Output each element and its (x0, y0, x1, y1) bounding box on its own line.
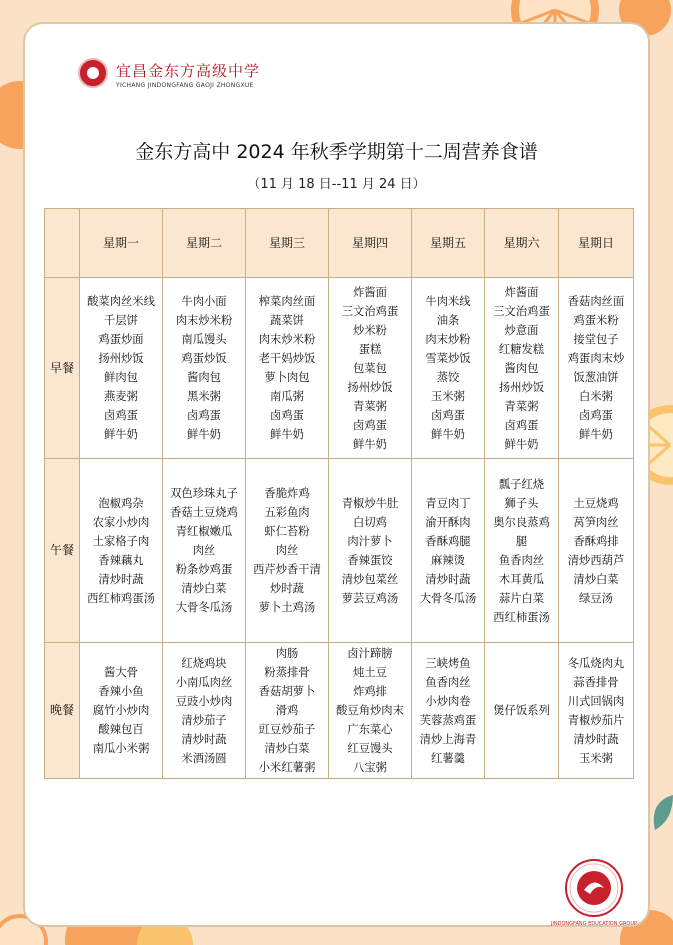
dish-item: 红豆馒头 (347, 742, 393, 755)
dish-item: 肉丝 (192, 544, 216, 557)
dish-item: 雪菜炒饭 (425, 352, 471, 365)
dish-item: 酱肉包 (187, 371, 221, 384)
dish-item: 炸酱面 (353, 285, 387, 299)
dish-item: 香菇胡萝卜 (258, 685, 316, 698)
dish-item: 清炒上海青 (419, 732, 477, 746)
dish-item: 鲜牛奶 (353, 437, 387, 451)
menu-cell (559, 459, 634, 643)
dish-item: 鸡蛋米粉 (573, 314, 619, 327)
menu-cell (246, 643, 329, 779)
dish-item: 香菇肉丝面 (567, 295, 625, 308)
dish-item: 虾仁苔粉 (264, 525, 310, 538)
dish-item: 大骨冬瓜汤 (175, 601, 233, 614)
dish-item: 西芹炒香干清 (253, 563, 321, 576)
dish-item: 炸酱面 (504, 285, 539, 299)
dish-item: 卤鸡蛋 (579, 409, 613, 422)
dish-item: 青椒炒牛肚 (341, 496, 399, 510)
meal-row (45, 459, 634, 643)
day-header: 星期三 (246, 209, 329, 278)
dish-item: 蛋糕 (358, 342, 382, 356)
dish-item: 油条 (436, 314, 460, 327)
dish-item: 豆豉小炒肉 (175, 694, 233, 708)
dish-item: 青豆肉丁 (425, 496, 471, 510)
dish-item: 三文治鸡蛋 (341, 304, 399, 318)
dish-item: 清炒时蔬 (181, 732, 227, 746)
dish-item: 牛肉小面 (181, 295, 227, 308)
dish-item: 酸菜肉丝米线 (87, 295, 155, 308)
dish-item: 卤鸡蛋 (353, 418, 387, 432)
meal-label: 早餐 (45, 278, 80, 459)
dish-item: 肉丝 (275, 544, 299, 557)
menu-cell (329, 278, 412, 459)
dish-item: 鲜牛奶 (270, 428, 304, 441)
dish-item: 小炒肉卷 (425, 694, 471, 708)
dish-item: 酱大骨 (104, 666, 138, 679)
dish-item: 青菜粥 (504, 399, 539, 413)
corner-cell (45, 209, 80, 278)
dish-item: 红糖发糕 (498, 342, 545, 356)
dish-item: 香脆炸鸡 (264, 487, 310, 500)
dish-item: 清炒包菜丝 (341, 572, 399, 586)
dish-item: 清炒时蔬 (98, 572, 144, 586)
meal-label: 晚餐 (45, 643, 80, 779)
dish-item: 腿 (515, 534, 528, 548)
dish-item: 萝卜土鸡汤 (258, 601, 316, 614)
school-logo (78, 56, 278, 108)
weekly-menu-table (44, 208, 634, 779)
menu-cell (163, 643, 246, 779)
dish-item: 西红柿鸡蛋汤 (87, 591, 155, 605)
menu-cell (485, 459, 559, 643)
dish-item: 蒜香排骨 (573, 675, 619, 689)
dish-item: 青椒炒茄片 (567, 713, 625, 727)
dish-item: 肉末炒米粉 (175, 314, 233, 327)
school-name-cn: 宜昌金东方高级中学 (116, 62, 261, 80)
dish-item: 鱼香肉丝 (498, 553, 545, 567)
dish-item: 黑米粥 (187, 390, 221, 403)
meal-label: 午餐 (45, 459, 80, 643)
dish-item: 鸡蛋炒面 (98, 333, 144, 346)
dish-item: 卤鸡蛋 (104, 409, 138, 422)
dish-item: 白米粥 (579, 390, 613, 403)
dish-item: 豇豆炒茄子 (258, 723, 316, 736)
dish-item: 香酥鸡腿 (425, 534, 471, 548)
day-header: 星期六 (485, 209, 559, 278)
menu-cell (559, 278, 634, 459)
dish-item: 青红椒嫩瓜 (175, 525, 233, 538)
dish-item: 清炒时蔬 (425, 572, 471, 586)
dish-item: 清炒茄子 (181, 713, 227, 727)
dish-item: 五彩鱼肉 (264, 506, 310, 519)
dish-item: 肉末炒米粉 (258, 333, 316, 346)
dish-item: 萝卜肉包 (264, 371, 310, 384)
menu-cell (485, 278, 559, 459)
dish-item: 炒意面 (504, 323, 539, 337)
dish-item: 小米红薯粥 (258, 761, 316, 774)
dish-item: 腐竹小炒肉 (92, 704, 150, 717)
dish-item: 渝开酥肉 (425, 515, 471, 529)
menu-cell (80, 459, 163, 643)
dish-item: 肉汁萝卜 (347, 534, 393, 548)
dish-item: 芙蓉蒸鸡蛋 (419, 713, 477, 727)
dish-item: 酸辣包百 (98, 723, 144, 736)
dish-item: 南瓜粥 (270, 390, 304, 403)
meal-row (45, 278, 634, 459)
dish-item: 香辣蛋饺 (347, 553, 393, 567)
dish-item: 青菜粥 (353, 399, 387, 413)
dish-item: 饭葱油饼 (573, 371, 619, 384)
dish-item: 牛肉米线 (425, 295, 471, 308)
dish-item: 卤汁蹄膀 (347, 647, 393, 660)
education-group-badge-label: JINDONGFANG EDUCATION GROUP (550, 921, 638, 927)
dish-item: 莴笋肉丝 (573, 515, 619, 529)
dish-item: 白切鸡 (353, 515, 387, 529)
day-header-row (45, 209, 634, 278)
dish-item: 奥尔良蒸鸡 (493, 515, 550, 529)
dish-item: 三文治鸡蛋 (493, 304, 550, 318)
dish-item: 肉末炒粉 (425, 333, 471, 346)
dish-item: 扬州炒饭 (347, 380, 393, 394)
dish-item: 炖土豆 (353, 666, 387, 679)
dish-item: 瓢子红烧 (498, 477, 545, 491)
menu-cell (163, 278, 246, 459)
dish-item: 香辣小鱼 (98, 685, 144, 698)
menu-cell (412, 643, 485, 779)
dish-item: 清炒时蔬 (573, 732, 619, 746)
dish-item: 鲜牛奶 (187, 428, 221, 441)
dish-item: 卤鸡蛋 (431, 409, 465, 422)
dish-item: 肉肠 (275, 647, 299, 660)
menu-cell (412, 459, 485, 643)
dish-item: 木耳黄瓜 (498, 572, 545, 586)
dish-item: 冬瓜烧肉丸 (567, 656, 625, 670)
dish-item: 榨菜肉丝面 (258, 295, 316, 308)
menu-cell (329, 459, 412, 643)
dish-item: 扬州炒饭 (498, 380, 545, 394)
dish-item: 老干妈炒饭 (258, 352, 316, 365)
dish-item: 玉米粥 (579, 751, 613, 765)
dish-item: 清炒白菜 (264, 742, 310, 755)
menu-cell (163, 459, 246, 643)
dish-item: 土家格子肉 (92, 534, 150, 548)
dish-item: 卤鸡蛋 (270, 409, 304, 422)
dish-item: 南瓜馒头 (181, 333, 227, 346)
menu-cell (80, 278, 163, 459)
dish-item: 南瓜小米粥 (92, 742, 150, 755)
menu-cell (246, 459, 329, 643)
dish-item: 双色珍珠丸子 (170, 487, 238, 500)
dish-item: 米酒汤圆 (181, 751, 227, 765)
dish-item: 三峡烤鱼 (425, 656, 471, 670)
page-title: 金东方高中 2024 年秋季学期第十二周营养食谱 (135, 141, 538, 163)
dish-item: 大骨冬瓜汤 (419, 591, 477, 605)
dish-item: 清炒白菜 (573, 572, 619, 586)
day-header: 星期一 (80, 209, 163, 278)
dish-item: 扬州炒饭 (98, 352, 144, 365)
education-group-badge (564, 858, 624, 918)
dish-item: 粉蒸排骨 (264, 666, 310, 679)
dish-item: 八宝粥 (353, 761, 387, 774)
dish-item: 香酥鸡排 (573, 534, 619, 548)
date-range: （11 月 18 日--11 月 24 日） (247, 177, 426, 192)
dish-item: 酱肉包 (504, 361, 539, 375)
dish-item: 香辣藕丸 (98, 553, 144, 567)
dish-item: 蒸饺 (436, 371, 460, 384)
dish-item: 鲜牛奶 (579, 428, 613, 441)
dish-item: 滑鸡 (275, 704, 299, 717)
dish-item: 燕麦粥 (104, 390, 138, 403)
dish-item: 接堂包子 (573, 333, 619, 346)
dish-item: 狮子头 (504, 496, 539, 510)
dish-item: 红薯羹 (431, 751, 465, 765)
dish-item: 红烧鸡块 (181, 656, 227, 670)
school-emblem-icon (78, 58, 108, 88)
menu-cell (485, 643, 559, 779)
dish-item: 煲仔饭系列 (493, 704, 550, 717)
dish-item: 炸鸡排 (353, 685, 387, 698)
dish-item: 鲜牛奶 (104, 428, 138, 441)
dish-item: 鱼香肉丝 (425, 675, 471, 689)
day-header: 星期日 (559, 209, 634, 278)
dish-item: 炒时蔬 (270, 582, 304, 595)
dish-item: 炒米粉 (353, 323, 387, 337)
dish-item: 泡椒鸡杂 (98, 496, 144, 510)
dish-item: 小南瓜肉丝 (175, 675, 233, 689)
dish-item: 鲜牛奶 (431, 428, 465, 441)
dish-item: 酸豆角炒肉末 (336, 704, 404, 717)
dish-item: 绿豆汤 (579, 591, 613, 605)
dish-item: 玉米粥 (431, 390, 465, 403)
menu-cell (80, 643, 163, 779)
dish-item: 西红柿蛋汤 (493, 610, 550, 624)
dish-item: 卤鸡蛋 (187, 409, 221, 422)
dish-item: 鸡蛋肉末炒 (567, 352, 625, 365)
dish-item: 清炒西葫芦 (567, 553, 625, 567)
dish-item: 粉条炒鸡蛋 (175, 563, 233, 576)
dish-item: 鸡蛋炒饭 (181, 352, 227, 365)
dish-item: 清炒白菜 (181, 582, 227, 595)
dish-item: 农家小炒肉 (92, 515, 150, 529)
meal-row (45, 643, 634, 779)
dish-item: 香菇土豆烧鸡 (170, 506, 238, 519)
menu-cell (246, 278, 329, 459)
dish-item: 蔬菜饼 (270, 314, 304, 327)
dish-item: 川式回锅肉 (567, 694, 625, 708)
dish-item: 千层饼 (104, 314, 138, 327)
menu-cell (329, 643, 412, 779)
dish-item: 萝芸豆鸡汤 (341, 591, 399, 605)
dish-item: 蒜片白菜 (498, 591, 545, 605)
dish-item: 土豆烧鸡 (573, 496, 619, 510)
day-header: 星期五 (412, 209, 485, 278)
dish-item: 卤鸡蛋 (504, 418, 539, 432)
day-header: 星期四 (329, 209, 412, 278)
menu-cell (559, 643, 634, 779)
dish-item: 麻辣烫 (431, 553, 465, 567)
dish-item: 鲜牛奶 (504, 437, 539, 451)
dish-item: 广东菜心 (347, 723, 393, 736)
day-header: 星期二 (163, 209, 246, 278)
school-name-en: YICHANG JINDONGFANG GAOJI ZHONGXUE (116, 82, 254, 89)
menu-cell (412, 278, 485, 459)
dish-item: 包菜包 (353, 361, 387, 375)
dish-item: 鲜肉包 (104, 371, 138, 384)
